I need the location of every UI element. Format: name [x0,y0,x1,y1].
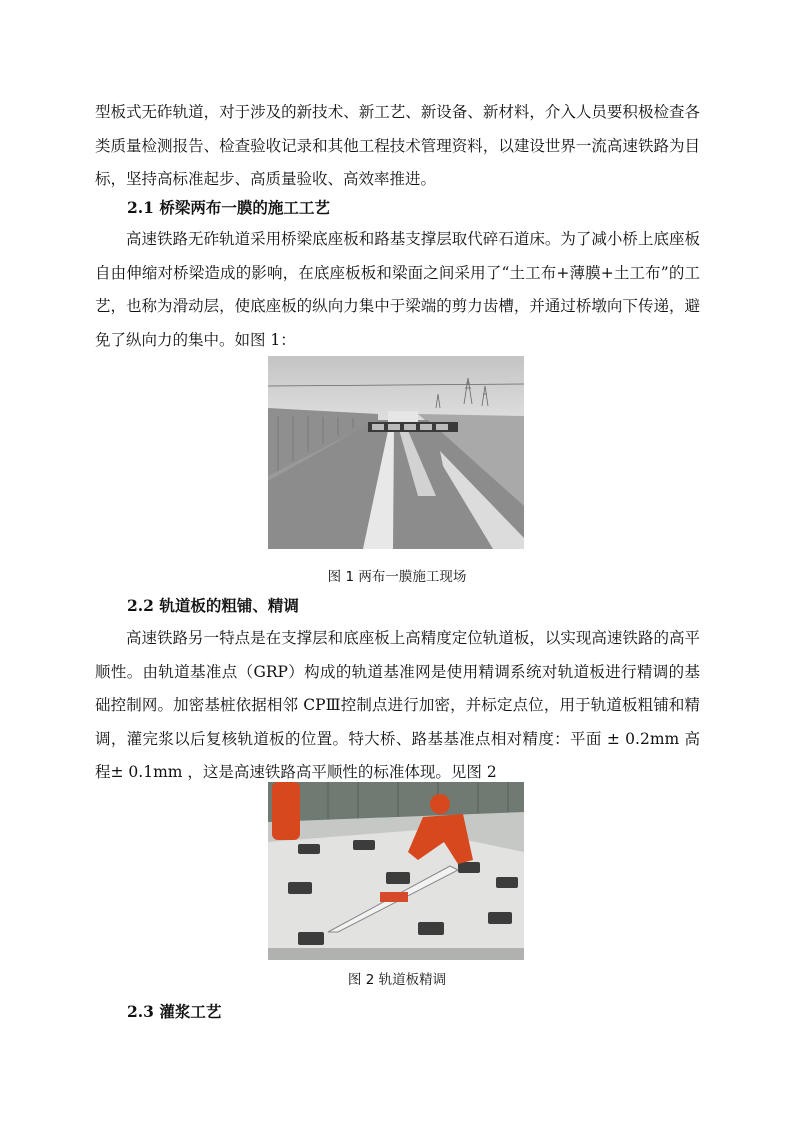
figure-1-caption: 图 1 两布一膜施工现场 [327,569,467,585]
figure-1-photo [268,356,524,549]
formwork-slots [372,424,448,430]
section-2-1-paragraph: 高速铁路无砟轨道采用桥梁底座板和路基支撑层取代碎石道床。为了减小桥上底座板自由伸缩对桥梁造成的影响，在底座板板和梁面之间采用了“土工布+薄膜+土工布”的工艺，也称为滑动层，使底座板的纵向力集中于梁端的剪力齿槽，并通过桥墩向下传递，避免了纵向力的集中。如图 1： [95,230,700,349]
worker-left [272,782,300,840]
intro-paragraph: 型板式无砟轨道，对于涉及的新技术、新工艺、新设备、新材料，介入人员要积极检查各类质量检测报告、检查验收记录和其他工程技术管理资料，以建设世界一流高速铁路为目标，坚持高标准起步、高质量验收、高效率推进。 [95,103,700,188]
distant-membrane [388,411,418,422]
track-slab-illustration [268,782,524,960]
slab-edge [268,948,524,960]
section-2-2-heading: 2.2 轨道板的粗铺、精调 [127,596,299,615]
beam-marker [380,892,408,902]
section-2-1-heading: 2.1 桥梁两布一膜的施工工艺 [127,198,330,217]
section-2-2-paragraph: 高速铁路另一特点是在支撑层和底座板上高精度定位轨道板，以实现高速铁路的高平顺性。由轨道基准点（GRP）构成的轨道基准网是使用精调系统对轨道板进行精调的基础控制网。加密基桩依据相邻 CPⅢ控制点进行加密，并标定点位，用于轨道板粗铺和精调，灌完浆以后复核轨道板的位置。特大桥、路基基准点相对精度：平面 ± 0.2mm 高程± 0.1mm ，这是高速铁路高平顺性的标准体现。见图 2 [95,629,700,781]
bridge-deck-illustration [268,356,524,549]
figure-2-photo [268,782,524,960]
figure-2-caption: 图 2 轨道板精调 [347,972,447,988]
section-2-3-heading: 2.3 灌浆工艺 [127,1002,222,1021]
